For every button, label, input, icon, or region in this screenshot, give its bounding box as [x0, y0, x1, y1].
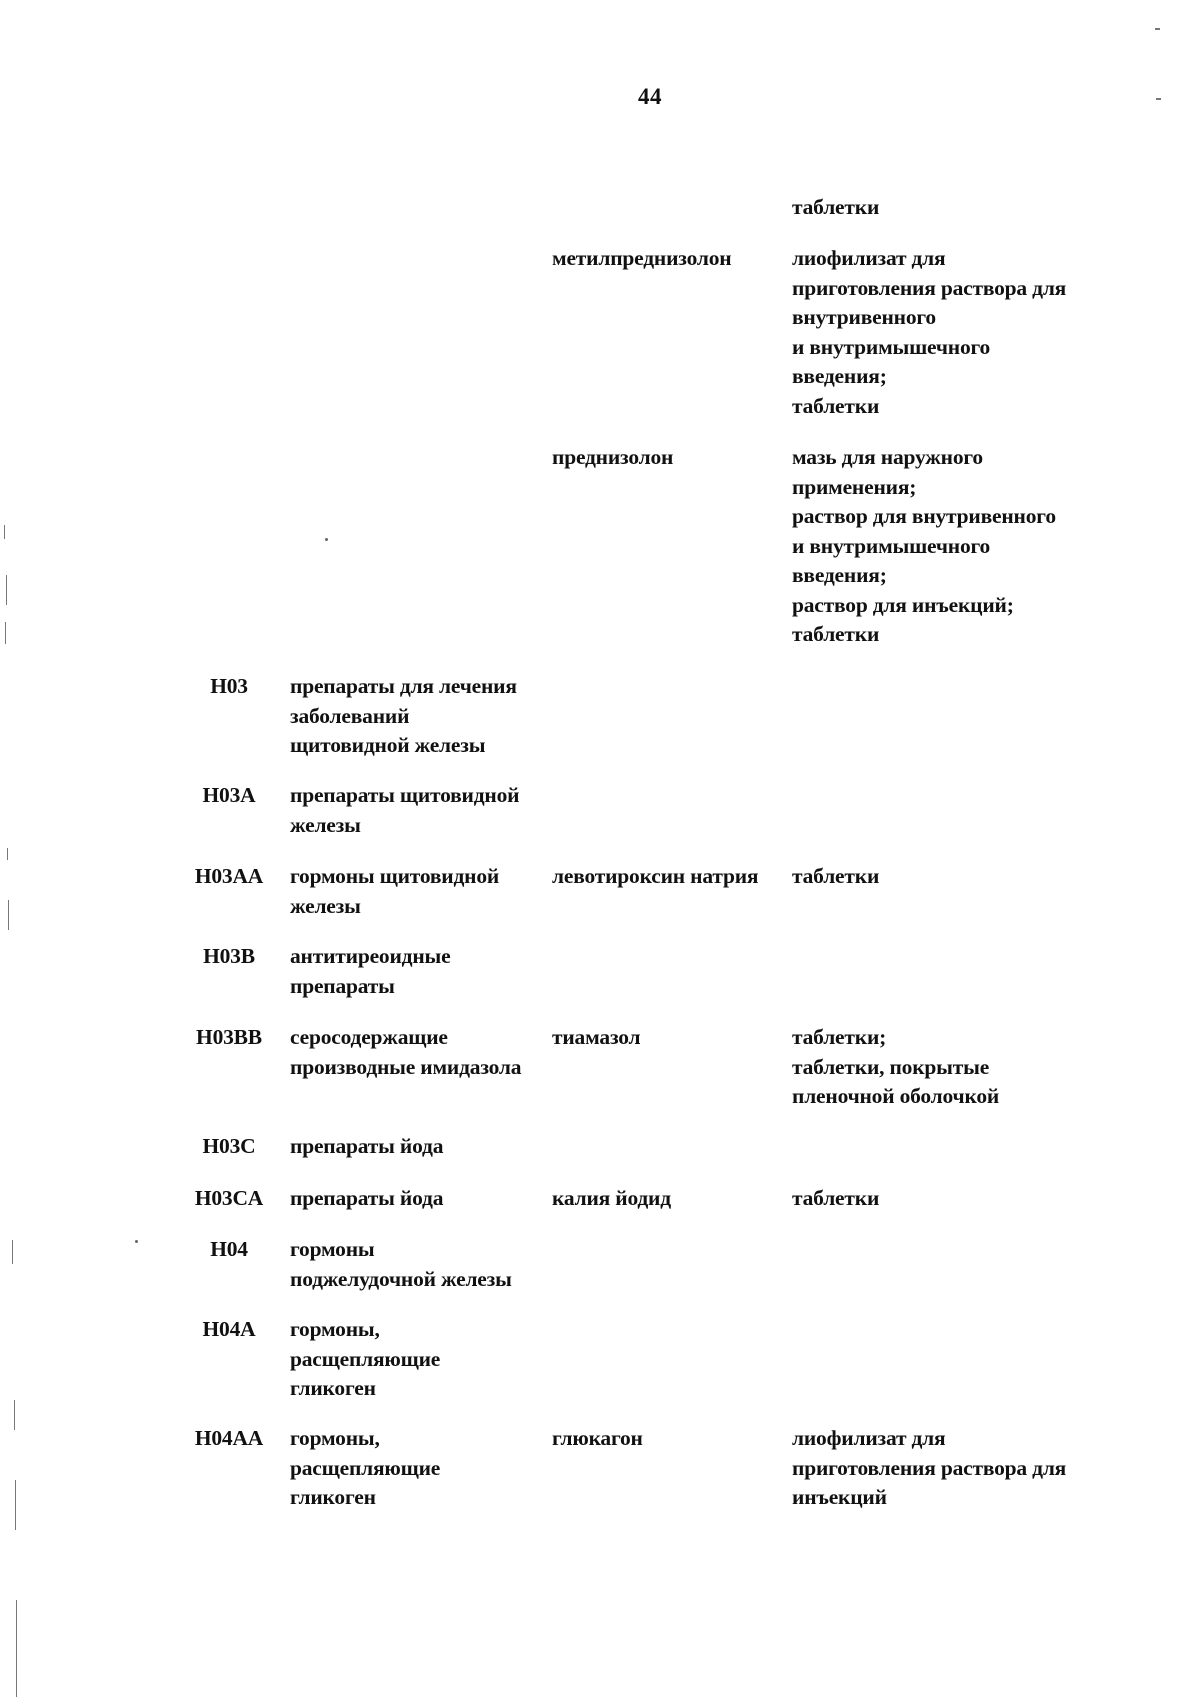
code-cell: H03A [202, 783, 256, 807]
code-cell: H03CA [194, 1186, 264, 1210]
group-cell: гормоны, расщепляющие гликоген [290, 1317, 441, 1400]
group-cell: препараты для лечения заболеваний щитовидной железы [290, 674, 517, 757]
code-cell: H03B [203, 944, 255, 968]
scan-artifact [6, 575, 7, 605]
scan-artifact [5, 622, 6, 644]
drug-cell: глюкагон [552, 1426, 643, 1450]
code-cell: H04 [210, 1237, 248, 1261]
scan-artifact [1156, 98, 1161, 100]
drug-cell: калия йодид [552, 1186, 671, 1210]
form-cell: таблетки [792, 864, 880, 888]
scan-artifact [12, 1240, 13, 1264]
page-number: 44 [638, 84, 662, 109]
form-cell: лиофилизат для приготовления раствора для инъекций [792, 1426, 1067, 1509]
code-cell: H03BB [196, 1025, 262, 1049]
scan-artifact [7, 848, 8, 860]
group-cell: гормоны поджелудочной железы [290, 1237, 512, 1291]
group-cell: серосодержащие производные имидазола [290, 1025, 522, 1079]
group-cell: препараты йода [290, 1134, 444, 1158]
scan-artifact [1155, 28, 1160, 30]
group-cell: препараты йода [290, 1186, 444, 1210]
scan-artifact [4, 525, 5, 539]
code-cell: H03C [202, 1134, 256, 1158]
scan-speck [135, 1240, 138, 1243]
code-cell: H03 [210, 674, 248, 698]
code-cell: H03AA [194, 864, 264, 888]
group-cell: гормоны, расщепляющие гликоген [290, 1426, 441, 1509]
form-cell: таблетки [792, 195, 880, 219]
form-cell: лиофилизат для приготовления раствора для внутривенного и внутримышечного введения; таблетки [792, 246, 1067, 418]
scan-artifact [16, 1600, 17, 1697]
drug-cell: преднизолон [552, 445, 674, 469]
scan-artifact [15, 1480, 16, 1530]
group-cell: гормоны щитовидной железы [290, 864, 500, 918]
scan-artifact [8, 900, 9, 930]
group-cell: препараты щитовидной железы [290, 783, 520, 837]
form-cell: таблетки; таблетки, покрытые пленочной оболочкой [792, 1025, 1000, 1108]
group-cell: антитиреоидные препараты [290, 944, 451, 998]
drug-cell: тиамазол [552, 1025, 641, 1049]
drug-cell: левотироксин натрия [552, 864, 759, 888]
form-cell: мазь для наружного применения; раствор для внутривенного и внутримышечного введения; раствор для инъекций; таблетки [792, 445, 1056, 646]
drug-cell: метилпреднизолон [552, 246, 732, 270]
scan-artifact [14, 1400, 15, 1430]
code-cell: H04AA [194, 1426, 264, 1450]
code-cell: H04A [202, 1317, 256, 1341]
form-cell: таблетки [792, 1186, 880, 1210]
scan-speck [325, 538, 328, 541]
